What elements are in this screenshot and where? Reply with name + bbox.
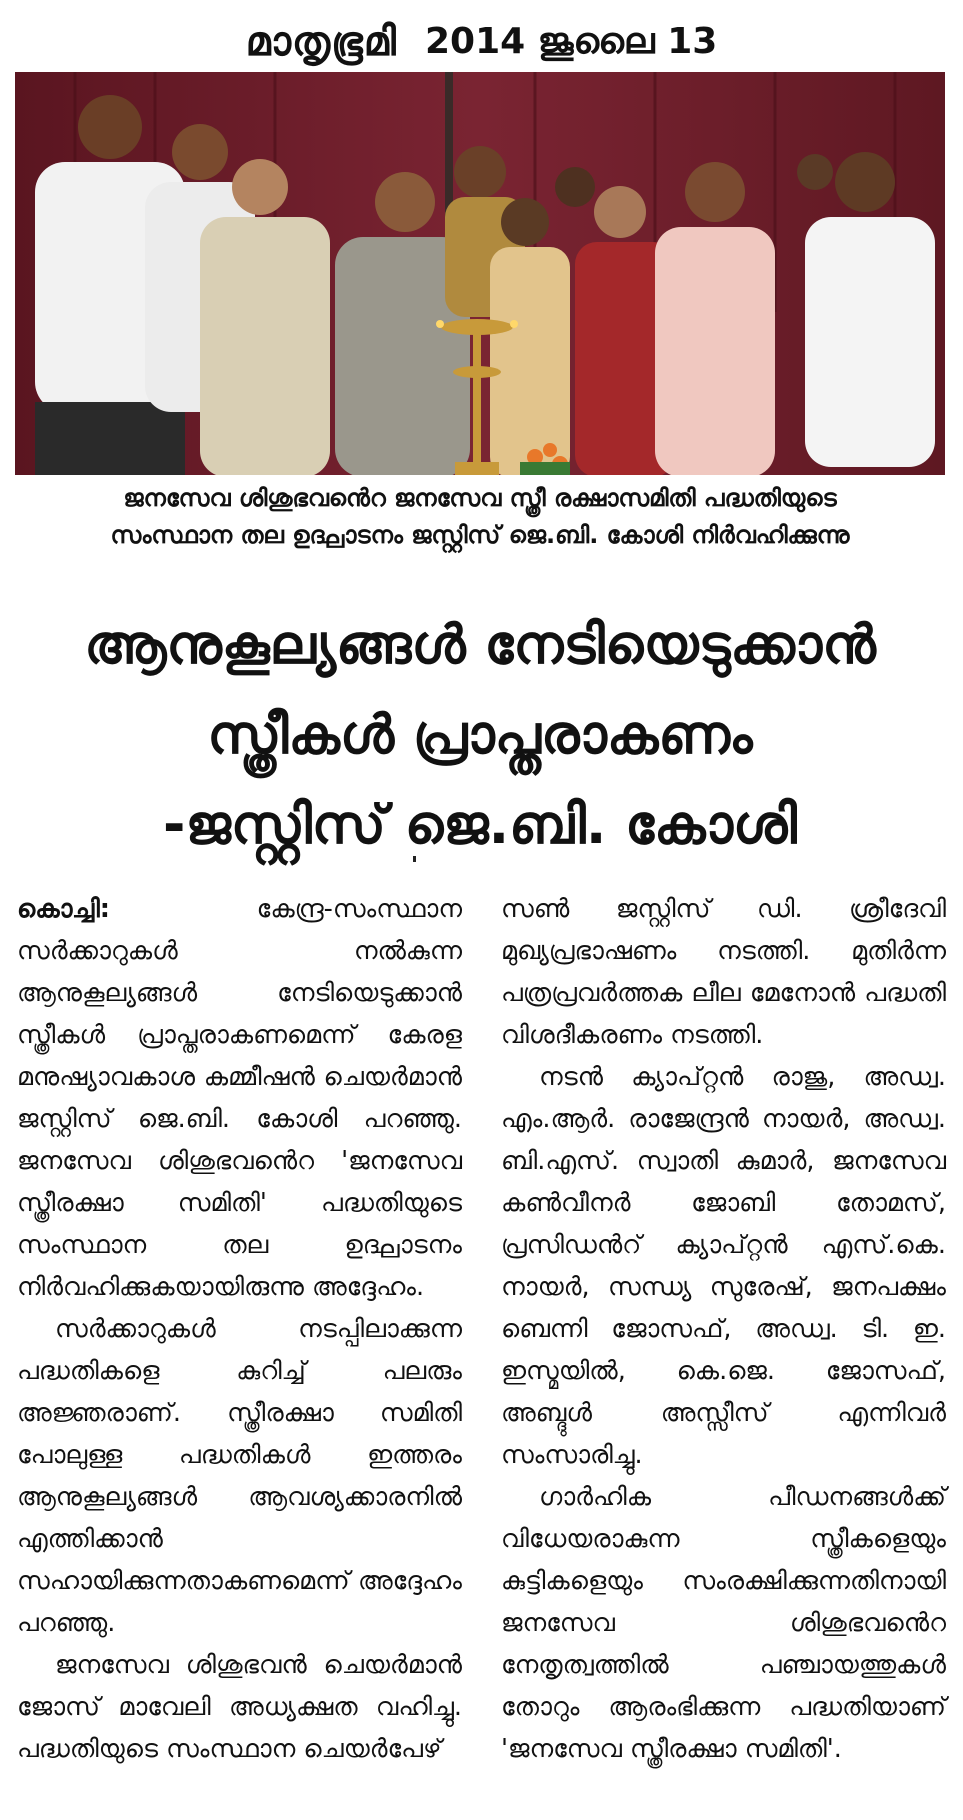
photo-caption	[15, 480, 945, 554]
caption-line-1: ജനസേവ ശിശുഭവൻെറ ജനസേവ സ്ത്രീ രക്ഷാസമിതി പദ്ധതിയുടെ	[123, 484, 837, 512]
newspaper-name: മാതൃഭൂമി	[245, 19, 397, 65]
article-paragraph: ജനസേവ ശിശുഭവൻ ചെയർമാൻ ജോസ് മാവേലി അധ്യക്ഷത വഹിച്ചു. പദ്ധതിയുടെ സംസ്ഥാന ചെയർപേഴ്	[17, 1650, 462, 1764]
article-paragraph: ഗാർഹിക പീഡനങ്ങൾക്ക് വിധേയരാകുന്ന സ്ത്രീകളെയും കുട്ടികളെയും സംരക്ഷിക്കുന്നതിനായി ജനസേവ ശിശുഭവൻെറ നേതൃത്വത്തിൽ പഞ്ചായത്തുകൾ തോറും ആരംഭിക്കുന്ന പദ്ധതിയാണ് 'ജനസേവ സ്ത്രീരക്ഷാ സമിതി'.	[501, 1482, 946, 1764]
stray-mark	[413, 856, 416, 862]
news-photo	[15, 72, 945, 475]
article-column-right	[501, 888, 946, 1770]
photo-lamp-lighting-icon	[15, 72, 945, 475]
article-paragraph: സൺ ജസ്റ്റിസ് ഡി. ശ്രീദേവി മുഖ്യപ്രഭാഷണം നടത്തി. മുതിർന്ന പത്രപ്രവർത്തക ലീല മേനോൻ പദ്ധതി വിശദീകരണം നടത്തി.	[501, 894, 946, 1050]
publication-date: 2014 ജൂലൈ 13	[424, 21, 718, 62]
headline-line-3: -ജസ്റ്റിസ് ജെ.ബി. കോശി	[163, 793, 797, 856]
headline-line-2: സ്ത്രീകൾ പ്രാപ്തരാകണം	[207, 703, 753, 766]
article-column-left	[17, 888, 462, 1770]
article-paragraph: സർക്കാറുകൾ നടപ്പിലാക്കുന്ന പദ്ധതികളെ കുറിച്ച് പലരും അജ്ഞരാണ്. സ്ത്രീരക്ഷാ സമിതി പോലുള്ള പദ്ധതികൾ ഇത്തരം ആനുകൂല്യങ്ങൾ ആവശ്യക്കാരനിൽ എത്തിക്കാൻ സഹായിക്കുന്നതാകണമെന്ന് അദ്ദേഹം പറഞ്ഞു.	[17, 1314, 462, 1638]
article-paragraph: നടൻ ക്യാപ്റ്റൻ രാജു, അഡ്വ. എം.ആർ. രാജേന്ദ്രൻ നായർ, അഡ്വ. ബി.എസ്. സ്വാതി കുമാർ, ജനസേവ കൺവീനർ ജോബി തോമസ്, പ്രസിഡൻറ് ക്യാപ്റ്റൻ എസ്.കെ. നായർ, സന്ധ്യ സുരേഷ്, ജനപക്ഷം ബെന്നി ജോസഫ്, അഡ്വ. ടി. ഇ. ഇസ്മയിൽ, കെ.ജെ. ജോസഫ്, അബ്ദുൾ അസ്സീസ് എന്നിവർ സംസാരിച്ചു.	[501, 1062, 946, 1470]
caption-line-2: സംസ്ഥാന തല ഉദ്ഘാടനം ജസ്റ്റിസ് ജെ.ബി. കോശി നിർവഹിക്കുന്നു	[110, 521, 850, 549]
headline-line-1: ആനുകൂല്യങ്ങൾ നേടിയെടുക്കാൻ	[84, 613, 876, 676]
article-paragraph	[17, 888, 462, 1308]
dateline: കൊച്ചി:	[17, 894, 110, 924]
masthead	[0, 12, 963, 72]
headline	[15, 600, 945, 870]
article-text: കേന്ദ്ര-സംസ്ഥാന സർക്കാറുകൾ നൽകുന്ന ആനുകൂല്യങ്ങൾ നേടിയെടുക്കാൻ സ്ത്രീകൾ പ്രാപ്തരാകണമെന്ന് കേരള മനുഷ്യാവകാശ കമ്മീഷൻ ചെയർമാൻ ജസ്റ്റിസ് ജെ.ബി. കോശി പറഞ്ഞു. ജനസേവ ശിശുഭവൻെറ 'ജനസേവ സ്ത്രീരക്ഷാ സമിതി' പദ്ധതിയുടെ സംസ്ഥാന തല ഉദ്ഘാടനം നിർവഹിക്കുകയായിരുന്നു അദ്ദേഹം.	[17, 894, 462, 1302]
